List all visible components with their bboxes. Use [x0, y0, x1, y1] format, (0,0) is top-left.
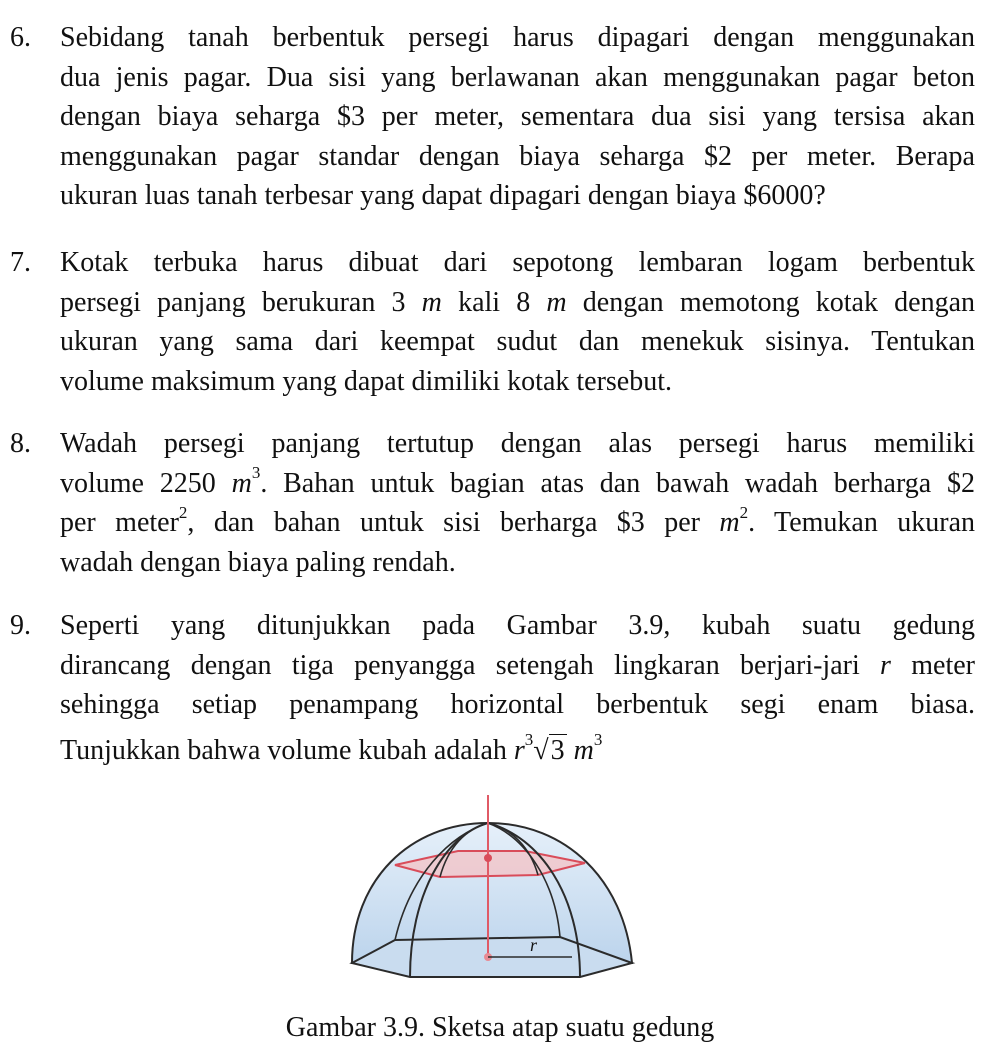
problem-number: 9. — [10, 610, 31, 641]
radius-label: r — [530, 935, 538, 955]
problem-number: 6. — [10, 22, 31, 53]
text-line: volume maksimum yang dapat dimiliki kotak tersebut. — [60, 365, 673, 397]
problem-text — [60, 424, 975, 582]
text-line: Sebidang tanah berbentuk persegi harus dipagari dengan menggunakan — [60, 22, 975, 53]
text-line: dirancang dengan tiga penyangga setengah lingkaran berjari-jari r meter — [60, 649, 975, 681]
text-line: dua jenis pagar. Dua sisi yang berlawanan akan menggunakan pagar beton — [60, 61, 975, 93]
text-line: menggunakan pagar standar dengan biaya seharga $2 per meter. Berapa — [60, 140, 975, 172]
section-center-point — [484, 854, 492, 862]
text-line: ukuran luas tanah terbesar yang dapat dipagari dengan biaya $6000? — [60, 180, 826, 211]
text-line: ukuran yang sama dari keempat sudut dan menekuk sisinya. Tentukan — [60, 326, 975, 357]
problem-number: 8. — [10, 428, 31, 459]
text-line: sehingga setiap penampang horizontal berbentuk segi enam biasa. — [60, 689, 975, 720]
text-line: Seperti yang ditunjukkan pada Gambar 3.9, kubah suatu gedung — [60, 610, 975, 641]
text-line: dengan biaya seharga $3 per meter, sementara dua sisi yang tersisa akan — [60, 101, 975, 132]
text-line: persegi panjang berukuran 3 m kali 8 m dengan memotong kotak dengan — [60, 286, 975, 318]
problem-number: 7. — [10, 247, 31, 278]
problem-text — [60, 606, 975, 779]
problem-text — [60, 18, 975, 216]
text-line: wadah dengan biaya paling rendah. — [60, 546, 456, 578]
dome-figure — [340, 785, 660, 985]
text-line: Tunjukkan bahwa volume kubah adalah $r^3√3$ $m^3$ — [60, 730, 603, 766]
figure-caption: Gambar 3.9. Sketsa atap suatu gedung — [285, 1012, 715, 1043]
text-line: Wadah persegi panjang tertutup dengan alas persegi harus memiliki — [60, 428, 975, 459]
problem-text — [60, 243, 975, 401]
text-line: volume 2250 $m^3$. Bahan untuk bagian atas dan bawah wadah berharga $2 — [60, 463, 975, 499]
text-line: per meter$^2$, dan bahan untuk sisi berharga $3 per $m^2$. Temukan ukuran — [60, 502, 975, 538]
text-line: Kotak terbuka harus dibuat dari sepotong lembaran logam berbentuk — [60, 247, 975, 278]
